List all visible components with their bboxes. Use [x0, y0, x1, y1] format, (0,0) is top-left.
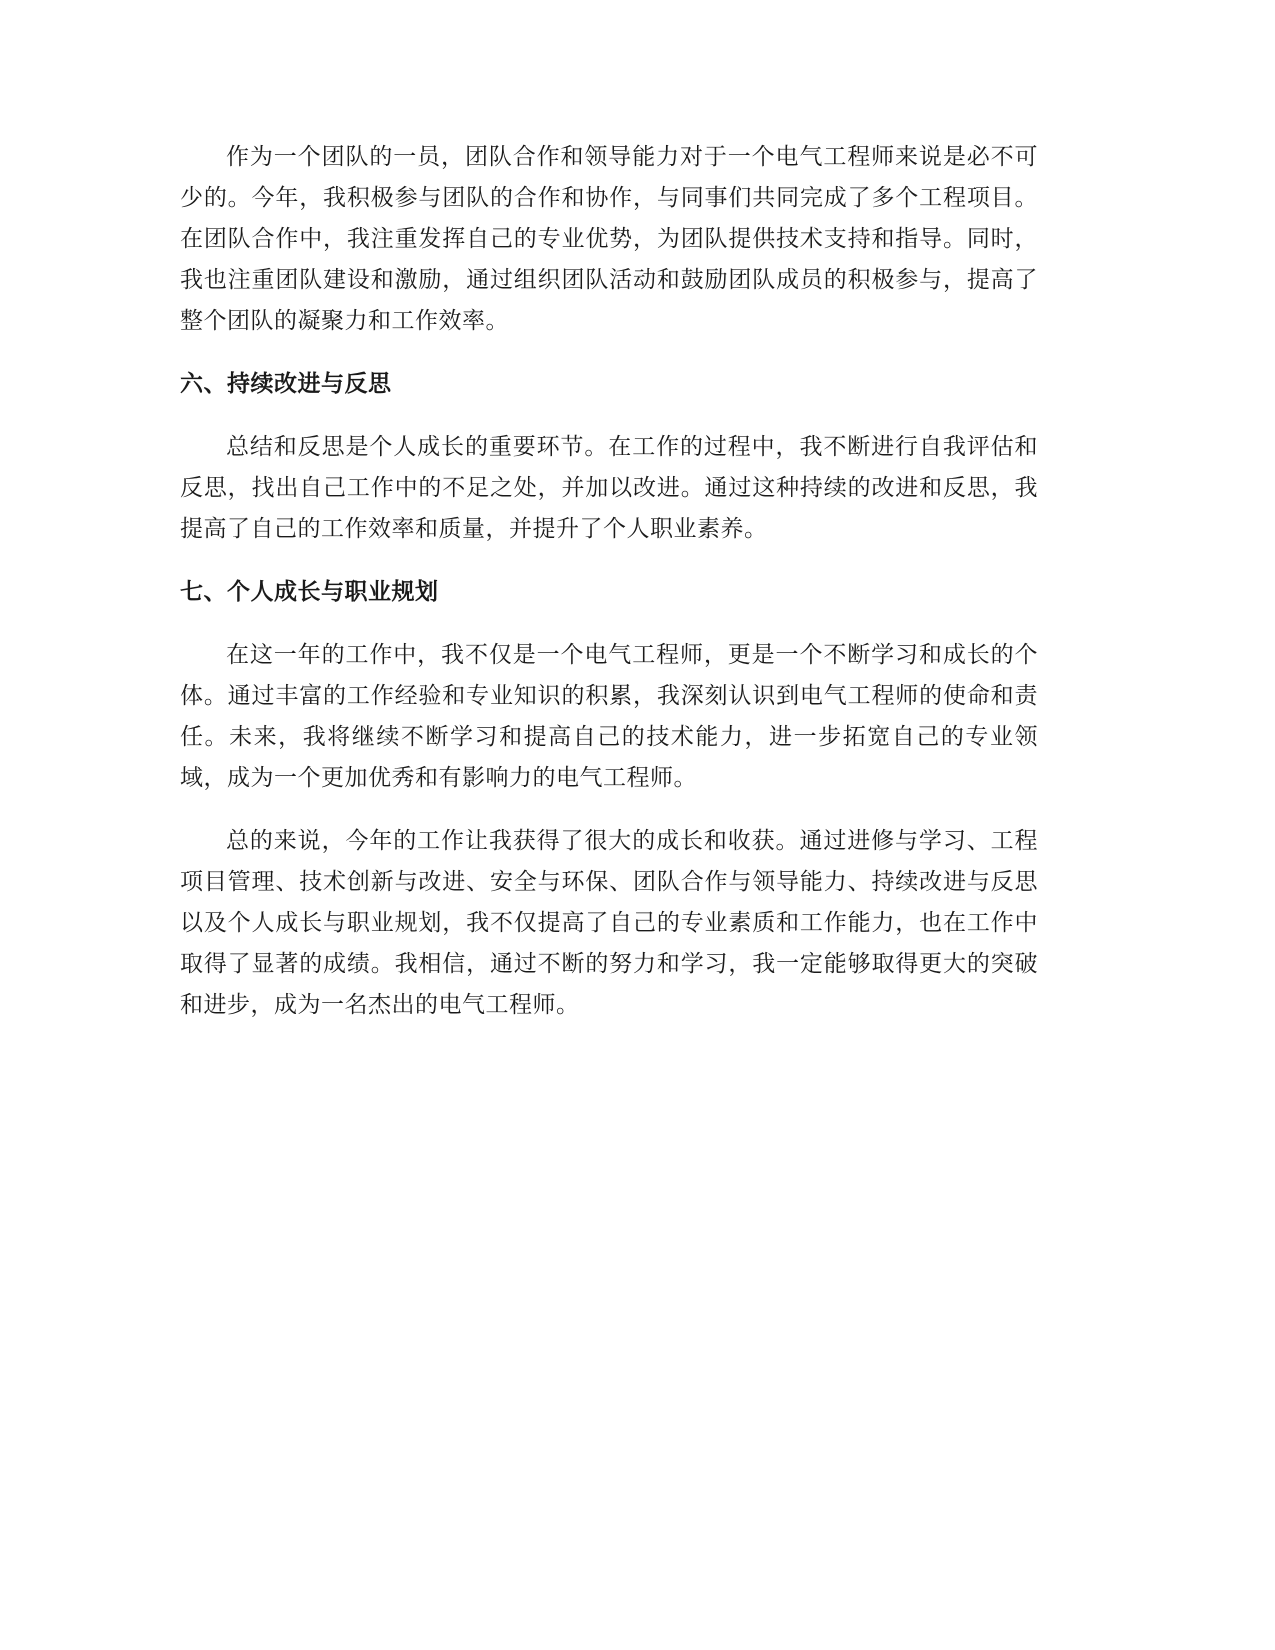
paragraph-teamwork: 作为一个团队的一员，团队合作和领导能力对于一个电气工程师来说是必不可少的。今年，我积极参与团队的合作和协作，与同事们共同完成了多个工程项目。在团队合作中，我注重发挥自己的专业优势，为团队提供技术支持和指导。同时，我也注重团队建设和激励，通过组织团队活动和鼓励团队成员的积极参与，提高了整个团队的凝聚力和工作效率。	[180, 144, 1038, 334]
section-heading-7: 七、个人成长与职业规划	[180, 579, 439, 605]
paragraph-summary: 总的来说，今年的工作让我获得了很大的成长和收获。通过进修与学习、工程项目管理、技术创新与改进、安全与环保、团队合作与领导能力、持续改进与反思以及个人成长与职业规划，我不仅提高了自己的专业素质和工作能力，也在工作中取得了显著的成绩。我相信，通过不断的努力和学习，我一定能够取得更大的突破和进步，成为一名杰出的电气工程师。	[180, 828, 1038, 1018]
paragraph-reflection: 总结和反思是个人成长的重要环节。在工作的过程中，我不断进行自我评估和反思，找出自己工作中的不足之处，并加以改进。通过这种持续的改进和反思，我提高了自己的工作效率和质量，并提升了个人职业素养。	[180, 434, 1038, 542]
paragraph-growth: 在这一年的工作中，我不仅是一个电气工程师，更是一个不断学习和成长的个体。通过丰富的工作经验和专业知识的积累，我深刻认识到电气工程师的使命和责任。未来，我将继续不断学习和提高自己的技术能力，进一步拓宽自己的专业领域，成为一个更加优秀和有影响力的电气工程师。	[180, 642, 1038, 791]
section-heading-6: 六、持续改进与反思	[180, 371, 392, 397]
document-page	[180, 137, 1038, 1026]
